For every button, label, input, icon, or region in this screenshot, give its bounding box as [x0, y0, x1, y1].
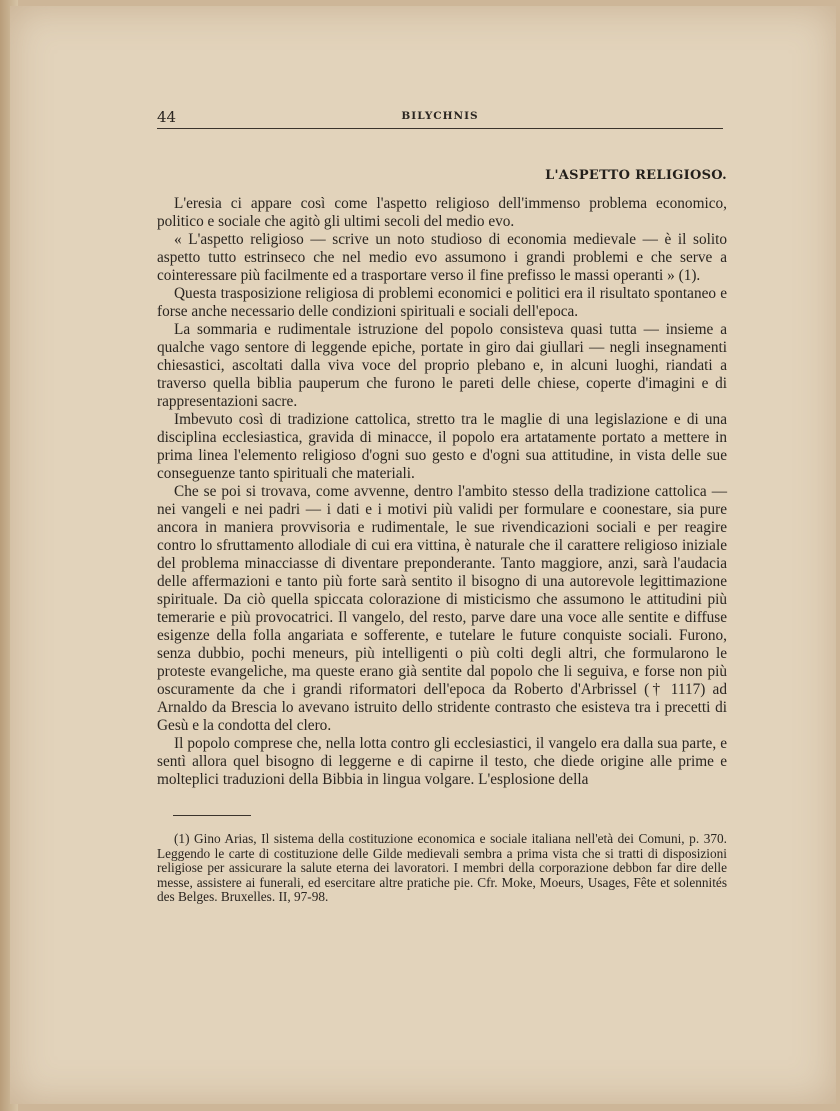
paragraph: Il popolo comprese che, nella lotta contro gli ecclesiastici, il vangelo era dalla sua parte, e sentì allora quel bisogno di leggerne e di capirne il testo, che diede origine alle prime e molteplici traduzioni della Bibbia in lingua volgare. L'esplosione della	[157, 735, 727, 788]
footnote-text: (1) Gino Arias, Il sistema della costituzione economica e sociale italiana nell'età dei Comuni, p. 370. Leggendo le carte di costituzione delle Gilde medievali sembra a prima vista che si tratti di disposizioni religiose per assicurare la salute eterna dei lavoratori. I membri della corporazione debbon far dire delle messe, assistere ai funerali, ed esercitare altre pratiche pie. Cfr. Moke, Moeurs, Usages, Fête et solennités des Belges. Bruxelles. II, 97-98.	[157, 831, 727, 905]
paragraph: Che se poi si trovava, come avvenne, dentro l'ambito stesso della tradizione cattolica — nei vangeli e nei padri — i dati e i motivi più validi per formulare e coonestare, sia pure ancora in maniera provvisoria e rudimentale, le sue rivendicazioni sociali e per reagire contro lo sfruttamento allodiale di cui era vittina, è naturale che il carattere religioso iniziale del problema minacciasse di diventare preponderante. Tanto maggiore, anzi, sarà l'audacia delle affermazioni e tanto più forte sarà sentito il bisogno di una autorevole legittimazione spirituale. Da ciò quella spiccata colorazione di misticismo che assumono le attitudini più temerarie e più provocatrici. Il vangelo, del resto, parve dare una voce alle sentite e diffuse esigenze della folla angariata e sofferente, e tutelare le future conquiste sociali. Furono, senza dubbio, pochi meneurs, più intelligenti o più colti degli altri, che formularono le proteste evangeliche, ma queste erano già sentite dal popolo che li seguiva, e forse non più oscuramente da che i grandi riformatori dell'epoca da Roberto d'Arbrissel († 1117) ad Arnaldo da Brescia lo avevano istruito dello stridente contrasto che esisteva tra i precetti di Gesù e la condotta del clero.	[157, 483, 727, 734]
footnote-rule	[173, 815, 251, 816]
page-number: 44	[157, 108, 177, 126]
paragraph: La sommaria e rudimentale istruzione del popolo consisteva quasi tutta — insieme a qualche vago sentore di leggende epiche, portate in giro dai giullari — negli insegnamenti chiesastici, ascoltati dalla viva voce del proprio plebano e, in alcuni luoghi, riandati a traverso quella biblia pauperum che furono le pareti delle chiese, coperte d'imagini e di rappresentazioni sacre.	[157, 321, 727, 410]
paragraph: Imbevuto così di tradizione cattolica, stretto tra le maglie di una legislazione e di una disciplina ecclesiastica, gravida di minacce, il popolo era artatamente portato a mettere in prima linea l'elemento religioso d'ogni suo gesto e d'ogni sua attitudine, in vista delle sue conseguenze tanto spirituali che materiali.	[157, 411, 727, 482]
section-title: L'ASPETTO RELIGIOSO.	[545, 168, 727, 183]
page-header	[157, 108, 723, 128]
running-head: BILYCHNIS	[401, 110, 479, 122]
body-text	[157, 195, 727, 789]
header-rule	[157, 128, 723, 129]
paragraph: Questa trasposizione religiosa di problemi economici e politici era il risultato spontaneo e forse anche necessario delle condizioni spirituali e sociali dell'epoca.	[157, 285, 727, 320]
footnote	[157, 832, 727, 905]
paragraph: « L'aspetto religioso — scrive un noto studioso di economia medievale — è il solito aspetto tutto estrinseco che nel medio evo assumono i grandi problemi e che serve a cointeressare più facilmente ed a trasportare verso il fine prefisso le massi operanti » (1).	[157, 231, 727, 284]
paragraph: L'eresia ci appare così come l'aspetto religioso dell'immenso problema economico, politico e sociale che agitò gli ultimi secoli del medio evo.	[157, 195, 727, 230]
